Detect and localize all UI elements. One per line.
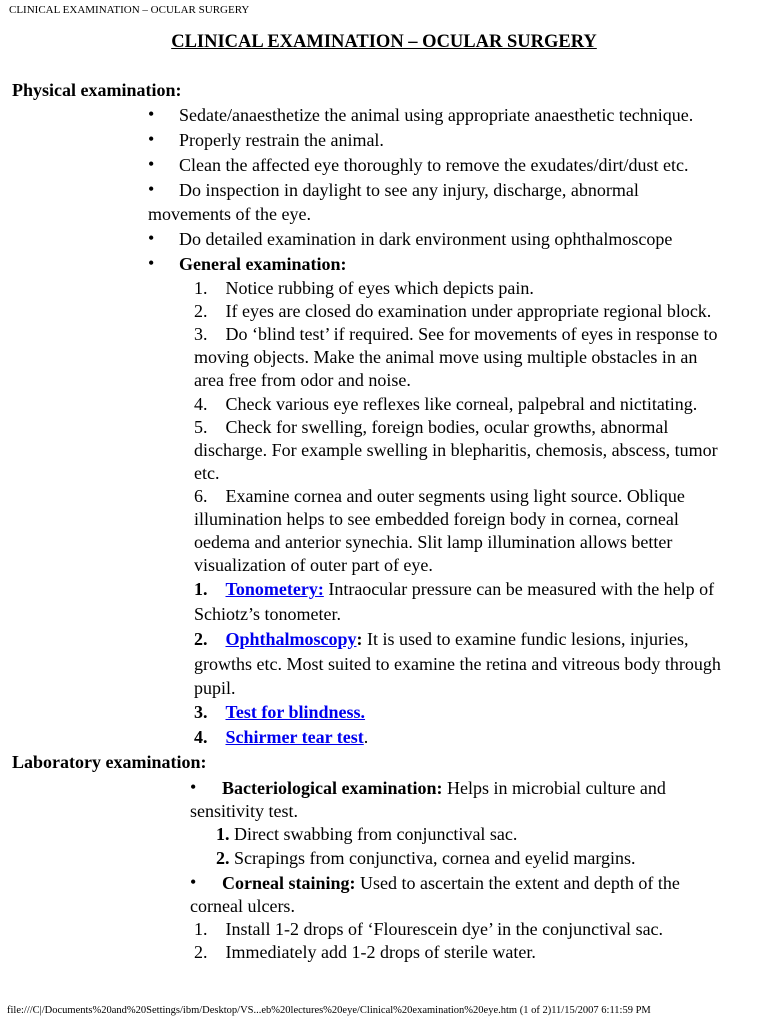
special-item-text: . (363, 727, 369, 747)
bacteriological-subitem (216, 847, 636, 870)
general-item-cont: oedema and anterior synechia. Slit lamp illumination allows better (194, 532, 673, 552)
special-item-num: 3. (194, 702, 208, 722)
general-item-text: If eyes are closed do examination under appropriate regional block. (225, 301, 712, 321)
physical-item: Properly restrain the animal. (179, 130, 384, 150)
subitem-text: Immediately add 1-2 drops of sterile water. (225, 942, 536, 962)
bacteriological-label: Bacteriological examination: (222, 778, 443, 798)
general-item-cont: visualization of outer part of eye. (194, 555, 433, 575)
corneal-staining-cont: corneal ulcers. (190, 896, 295, 916)
special-item (194, 578, 714, 601)
general-item-text: Do ‘blind test’ if required. See for movements of eyes in response to (225, 324, 718, 344)
ophthalmoscopy-link[interactable]: Ophthalmoscopy (225, 629, 357, 649)
page-title: CLINICAL EXAMINATION – OCULAR SURGERY (171, 32, 597, 52)
subitem-num: 1. (194, 919, 208, 939)
general-item (194, 323, 718, 392)
bullet: • (190, 872, 197, 892)
special-item-text: It is used to examine fundic lesions, injuries, (362, 629, 689, 649)
file-path-footer: file:///C|/Documents%20and%20Settings/ibm/Desktop/VS...eb%20lectures%20eye/Clinical%20examination%20eye.htm (1 of 2)11/15/2007 6:11:59 PM (7, 1005, 651, 1016)
general-item-num: 6. (194, 486, 208, 506)
general-item (194, 277, 534, 300)
general-item-num: 1. (194, 278, 208, 298)
general-item (194, 416, 718, 485)
general-item-num: 4. (194, 394, 208, 414)
bacteriological-subitem (216, 823, 517, 846)
special-item (194, 628, 688, 651)
subitem-num: 2. (194, 942, 208, 962)
general-item-line (194, 485, 685, 508)
bullet: • (148, 129, 155, 149)
special-item-cont: growths etc. Most suited to examine the retina and vitreous body through (194, 654, 721, 674)
special-item-colon: : (356, 629, 363, 649)
bullet: • (148, 228, 155, 248)
special-item (194, 701, 365, 724)
special-item-num: 4. (194, 727, 208, 747)
special-item-cont: pupil. (194, 678, 236, 698)
corneal-staining-subitem (194, 941, 536, 964)
general-item-cont: illumination helps to see embedded foreign body in cornea, corneal (194, 509, 679, 529)
physical-item: Do detailed examination in dark environment using ophthalmoscope (179, 229, 673, 249)
subitem-text: Install 1-2 drops of ‘Flourescein dye’ in the conjunctival sac. (225, 919, 664, 939)
general-item-cont: moving objects. Make the animal move using multiple obstacles in an (194, 347, 698, 367)
general-item (194, 300, 711, 323)
subitem-text: Direct swabbing from conjunctival sac. (234, 824, 518, 844)
subitem-text: Scrapings from conjunctiva, cornea and eyelid margins. (234, 848, 636, 868)
corneal-staining-item (222, 872, 680, 895)
bullet: • (148, 253, 155, 273)
running-header: CLINICAL EXAMINATION – OCULAR SURGERY (9, 4, 250, 16)
physical-item: Clean the affected eye thoroughly to remove the exudates/dirt/dust etc. (179, 155, 689, 175)
special-item-cont: Schiotz’s tonometer. (194, 604, 341, 624)
subitem-num: 1. (216, 824, 230, 844)
schirmer-tear-test-link[interactable]: Schirmer tear test (225, 727, 364, 747)
tonometery-link[interactable]: Tonometery: (225, 579, 324, 599)
bullet: • (148, 179, 155, 199)
corneal-staining-text: Used to ascertain the extent and depth of the (355, 873, 680, 893)
physical-item-cont: movements of the eye. (148, 204, 311, 224)
special-item-text: Intraocular pressure can be measured with the help of (323, 579, 715, 599)
physical-exam-heading: Physical examination: (12, 80, 182, 100)
laboratory-exam-heading: Laboratory examination: (12, 752, 207, 772)
general-item-num: 2. (194, 301, 208, 321)
general-item (194, 393, 697, 416)
test-for-blindness-link[interactable]: Test for blindness. (225, 702, 366, 722)
bacteriological-cont: sensitivity test. (190, 801, 298, 821)
subitem-num: 2. (216, 848, 230, 868)
physical-item: Do inspection in daylight to see any injury, discharge, abnormal (179, 180, 639, 200)
general-exam-heading: General examination: (179, 254, 347, 274)
special-item (194, 726, 368, 749)
general-item-text: Check various eye reflexes like corneal, palpebral and nictitating. (225, 394, 698, 414)
general-item-text: Examine cornea and outer segments using light source. Oblique (225, 486, 685, 506)
general-item-cont: discharge. For example swelling in blepharitis, chemosis, abscess, tumor (194, 440, 718, 460)
general-item-cont: etc. (194, 463, 220, 483)
general-item-num: 5. (194, 417, 208, 437)
bullet: • (190, 777, 197, 797)
bullet: • (148, 154, 155, 174)
corneal-staining-subitem (194, 918, 663, 941)
general-item (194, 485, 685, 577)
bacteriological-text: Helps in microbial culture and (442, 778, 666, 798)
general-item-text: Notice rubbing of eyes which depicts pain. (225, 278, 534, 298)
general-item-num: 3. (194, 324, 208, 344)
general-item-text: Check for swelling, foreign bodies, ocular growths, abnormal (225, 417, 669, 437)
special-item-num: 2. (194, 629, 208, 649)
bullet: • (148, 104, 155, 124)
general-item-line (194, 323, 718, 346)
general-item-line (194, 416, 718, 439)
corneal-staining-label: Corneal staining: (222, 873, 356, 893)
general-item-cont: area free from odor and noise. (194, 370, 411, 390)
bacteriological-item (222, 777, 666, 800)
special-item-num: 1. (194, 579, 208, 599)
physical-item: Sedate/anaesthetize the animal using appropriate anaesthetic technique. (179, 105, 694, 125)
